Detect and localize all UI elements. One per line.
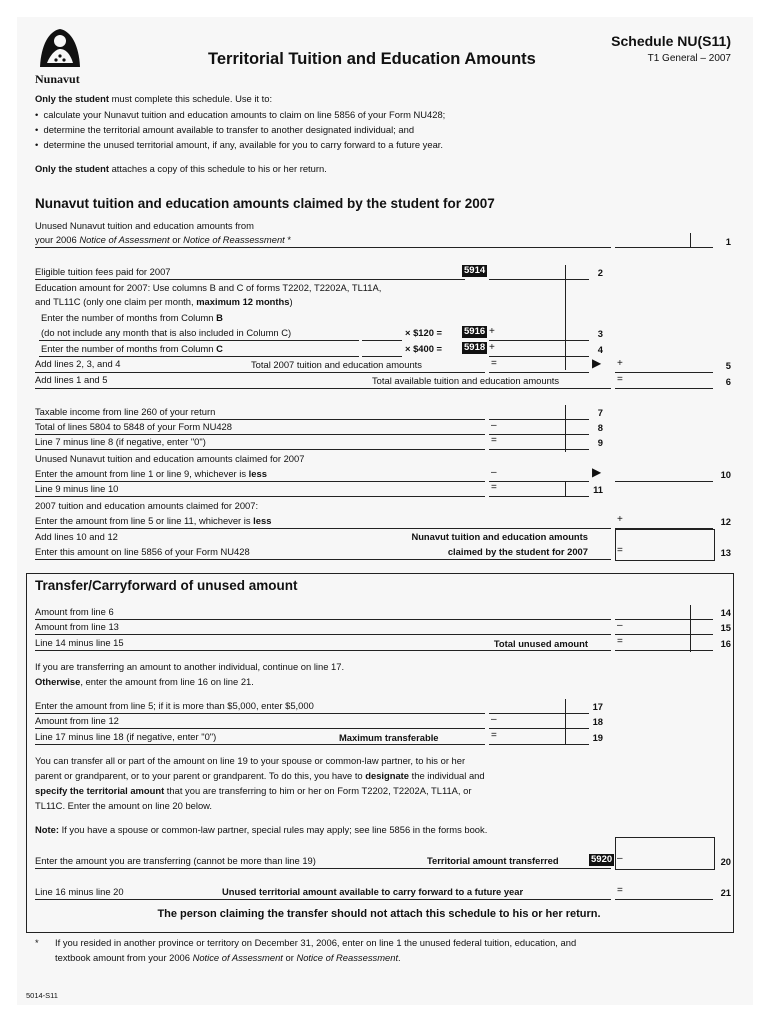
line2-label: Eligible tuition fees paid for 2007 bbox=[35, 266, 171, 277]
form-subtitle: T1 General – 2007 bbox=[647, 53, 731, 64]
line8-label: Total of lines 5804 to 5848 of your Form NU428 bbox=[35, 421, 232, 432]
line4-label: Enter the number of months from Column C bbox=[41, 343, 223, 354]
line12-label: 2007 tuition and education amounts claimed for 2007: bbox=[35, 500, 259, 511]
education-amount-label: and TL11C (only one claim per month, maximum 12 months) bbox=[35, 296, 293, 307]
line4-amount-field[interactable] bbox=[489, 342, 589, 357]
line3-label: (do not include any month that is also included in Column C) bbox=[41, 327, 292, 338]
footnote-text: If you resided in another province or territory on December 31, 2006, enter on line 1 the unused federal tuition, education, and bbox=[55, 937, 577, 948]
equals-sign: = bbox=[491, 482, 497, 493]
line19-amount-field[interactable] bbox=[489, 730, 589, 745]
line12-amount-field[interactable] bbox=[615, 514, 713, 529]
line7-label: Taxable income from line 260 of your return bbox=[35, 406, 216, 417]
plus-sign: + bbox=[489, 342, 495, 353]
line-number: 5 bbox=[725, 360, 731, 371]
line17-label: Enter the amount from line 5; if it is more than $5,000, enter $5,000 bbox=[35, 700, 314, 711]
education-amount-label: Education amount for 2007: Use columns B and C of forms T2202, T2202A, TL11A, bbox=[35, 282, 382, 293]
equals-sign: = bbox=[617, 545, 623, 556]
spouse-note: Note: If you have a spouse or common-law partner, special rules may apply; see line 5856 in the forms book. bbox=[35, 824, 488, 835]
transfer-paragraph: specify the territorial amount that you are transferring to him or her on Form T2202, T2202A, TL11A, or bbox=[35, 785, 472, 796]
line21-amount-field[interactable] bbox=[615, 885, 713, 900]
line1-label: Unused Nunavut tuition and education amounts from bbox=[35, 220, 254, 231]
line14-amount-field[interactable] bbox=[615, 605, 713, 620]
equals-sign: = bbox=[617, 636, 623, 647]
line-number: 4 bbox=[597, 344, 603, 355]
line10-amount-field[interactable] bbox=[615, 467, 713, 482]
form-sheet bbox=[17, 17, 753, 1005]
code-5916: 5916 bbox=[464, 326, 486, 337]
line4-months-field[interactable] bbox=[362, 342, 402, 357]
line5-subtotal-field[interactable] bbox=[489, 358, 589, 373]
line-number: 18 bbox=[592, 716, 603, 727]
line13-total-label: claimed by the student for 2007 bbox=[447, 546, 588, 557]
line6-total-label: Total available tuition and education amounts bbox=[372, 375, 560, 386]
line3-label: Enter the number of months from Column B bbox=[41, 312, 223, 323]
line10-label: Enter the amount from line 1 or line 9, whichever is less bbox=[35, 468, 267, 479]
line-number: 16 bbox=[720, 638, 731, 649]
closing-note: The person claiming the transfer should not attach this schedule to his or her return. bbox=[157, 908, 601, 920]
transfer-instruction: Otherwise, enter the amount from line 16 on line 21. bbox=[35, 676, 254, 687]
line1-label: your 2006 Notice of Assessment or Notice of Reassessment * bbox=[35, 234, 292, 245]
line-number: 21 bbox=[720, 887, 731, 898]
intro-line: Only the student must complete this schedule. Use it to: bbox=[35, 93, 273, 104]
transfer-instruction: If you are transferring an amount to another individual, continue on line 17. bbox=[35, 661, 345, 672]
line-number: 9 bbox=[597, 437, 603, 448]
minus-sign: – bbox=[491, 420, 497, 431]
plus-sign: + bbox=[617, 358, 623, 369]
plus-sign: + bbox=[617, 514, 623, 525]
footnote-text: textbook amount from your 2006 Notice of Assessment or Notice of Reassessment. bbox=[55, 952, 401, 963]
line20-amount-box[interactable] bbox=[615, 837, 715, 870]
equals-sign: = bbox=[617, 374, 623, 385]
line21-total-label: Unused territorial amount available to carry forward to a future year bbox=[222, 886, 524, 897]
line13-amount-box[interactable] bbox=[615, 529, 715, 561]
line-number: 14 bbox=[720, 607, 731, 618]
line17-amount-field[interactable] bbox=[489, 699, 589, 714]
line-number: 3 bbox=[597, 328, 603, 339]
arrow-right-icon: ▶ bbox=[592, 465, 602, 479]
line6-label: Add lines 1 and 5 bbox=[35, 374, 108, 385]
section1-heading: Nunavut tuition and education amounts claimed by the student for 2007 bbox=[35, 196, 495, 211]
line19-total-label: Maximum transferable bbox=[339, 732, 439, 743]
code-5920: 5920 bbox=[591, 854, 613, 865]
line-number: 7 bbox=[597, 407, 603, 418]
line14-label: Amount from line 6 bbox=[35, 606, 114, 617]
line7-amount-field[interactable] bbox=[489, 405, 589, 420]
rate-120: × $120 = bbox=[405, 327, 443, 338]
logo-text: Nunavut bbox=[35, 72, 80, 86]
transfer-paragraph: parent or grandparent, or to your parent or grandparent. To do this, you have to designate the individual and bbox=[35, 770, 485, 781]
page-title: Territorial Tuition and Education Amounts bbox=[208, 50, 536, 68]
equals-sign: = bbox=[491, 730, 497, 741]
line13-total-label: Nunavut tuition and education amounts bbox=[411, 531, 588, 542]
line10-subtotal-field[interactable] bbox=[489, 467, 589, 482]
line21-label: Line 16 minus line 20 bbox=[35, 886, 124, 897]
line-number: 13 bbox=[720, 547, 731, 558]
line20-total-label: Territorial amount transferred bbox=[427, 855, 559, 866]
line11-amount-field[interactable] bbox=[489, 482, 589, 497]
line16-total-label: Total unused amount bbox=[493, 638, 588, 649]
line11-label: Line 9 minus line 10 bbox=[35, 483, 119, 494]
line9-label: Line 7 minus line 8 (if negative, enter "0") bbox=[35, 436, 206, 447]
intro-attach-line: Only the student attaches a copy of this schedule to his or her return. bbox=[35, 163, 327, 174]
line15-label: Amount from line 13 bbox=[35, 621, 119, 632]
line-number: 2 bbox=[597, 267, 603, 278]
line3-months-field[interactable] bbox=[362, 326, 402, 341]
line5-label: Add lines 2, 3, and 4 bbox=[35, 358, 121, 369]
line19-label: Line 17 minus line 18 (if negative, enter "0") bbox=[35, 731, 217, 742]
line13-label: Enter this amount on line 5856 of your Form NU428 bbox=[35, 546, 250, 557]
line-number: 12 bbox=[720, 516, 731, 527]
minus-sign: – bbox=[491, 467, 497, 478]
rate-400: × $400 = bbox=[405, 343, 443, 354]
line9-amount-field[interactable] bbox=[489, 435, 589, 450]
line-number: 15 bbox=[720, 622, 731, 633]
line-number: 1 bbox=[725, 236, 731, 247]
line-number: 19 bbox=[592, 732, 603, 743]
transfer-paragraph: You can transfer all or part of the amount on line 19 to your spouse or common-law partner, to his or her bbox=[35, 755, 466, 766]
minus-sign: – bbox=[617, 620, 623, 631]
intro-bullet: • determine the unused territorial amount, if any, available for you to carry forward to a future year. bbox=[35, 139, 444, 150]
line3-amount-field[interactable] bbox=[489, 326, 589, 341]
line-number: 11 bbox=[593, 484, 603, 495]
line6-amount-field[interactable] bbox=[615, 374, 713, 389]
line10-label: Unused Nunavut tuition and education amounts claimed for 2007 bbox=[35, 453, 305, 464]
code-5918: 5918 bbox=[464, 342, 486, 353]
line5-total-label: Total 2007 tuition and education amounts bbox=[251, 359, 422, 370]
nunavut-crest-icon bbox=[35, 23, 85, 79]
line-number: 6 bbox=[725, 376, 731, 387]
line18-label: Amount from line 12 bbox=[35, 715, 119, 726]
line16-amount-field[interactable] bbox=[615, 636, 713, 651]
minus-sign: – bbox=[617, 853, 623, 864]
schedule-label: Schedule NU(S11) bbox=[611, 33, 731, 49]
line13-label: Add lines 10 and 12 bbox=[35, 531, 118, 542]
line-number: 8 bbox=[597, 422, 603, 433]
equals-sign: = bbox=[617, 885, 623, 896]
line2-amount-field[interactable] bbox=[489, 265, 589, 280]
line-number: 17 bbox=[592, 701, 603, 712]
arrow-right-icon: ▶ bbox=[592, 356, 602, 370]
line-number: 20 bbox=[720, 856, 731, 867]
section2-heading: Transfer/Carryforward of unused amount bbox=[35, 578, 298, 593]
equals-sign: = bbox=[491, 435, 497, 446]
line8-amount-field[interactable] bbox=[489, 420, 589, 435]
code-5914: 5914 bbox=[464, 265, 486, 276]
line15-amount-field[interactable] bbox=[615, 620, 713, 635]
intro-bullet: • determine the territorial amount available to transfer to another designated individual; and bbox=[35, 124, 415, 135]
line12-label: Enter the amount from line 5 or line 11, whichever is less bbox=[35, 515, 272, 526]
line16-label: Line 14 minus line 15 bbox=[35, 637, 124, 648]
line18-amount-field[interactable] bbox=[489, 714, 589, 729]
line5-amount-field[interactable] bbox=[615, 358, 713, 373]
form-code: 5014-S11 bbox=[26, 991, 58, 1000]
transfer-paragraph: TL11C. Enter the amount on line 20 below. bbox=[35, 800, 213, 811]
footnote-star: * bbox=[35, 937, 39, 948]
intro-bullet: • calculate your Nunavut tuition and education amounts to claim on line 5856 of your Form NU428; bbox=[35, 109, 446, 120]
line20-label: Enter the amount you are transferring (cannot be more than line 19) bbox=[35, 855, 316, 866]
minus-sign: – bbox=[491, 714, 497, 725]
equals-sign: = bbox=[491, 358, 497, 369]
plus-sign: + bbox=[489, 326, 495, 337]
line1-amount-field[interactable] bbox=[615, 233, 713, 248]
line-number: 10 bbox=[720, 469, 731, 480]
